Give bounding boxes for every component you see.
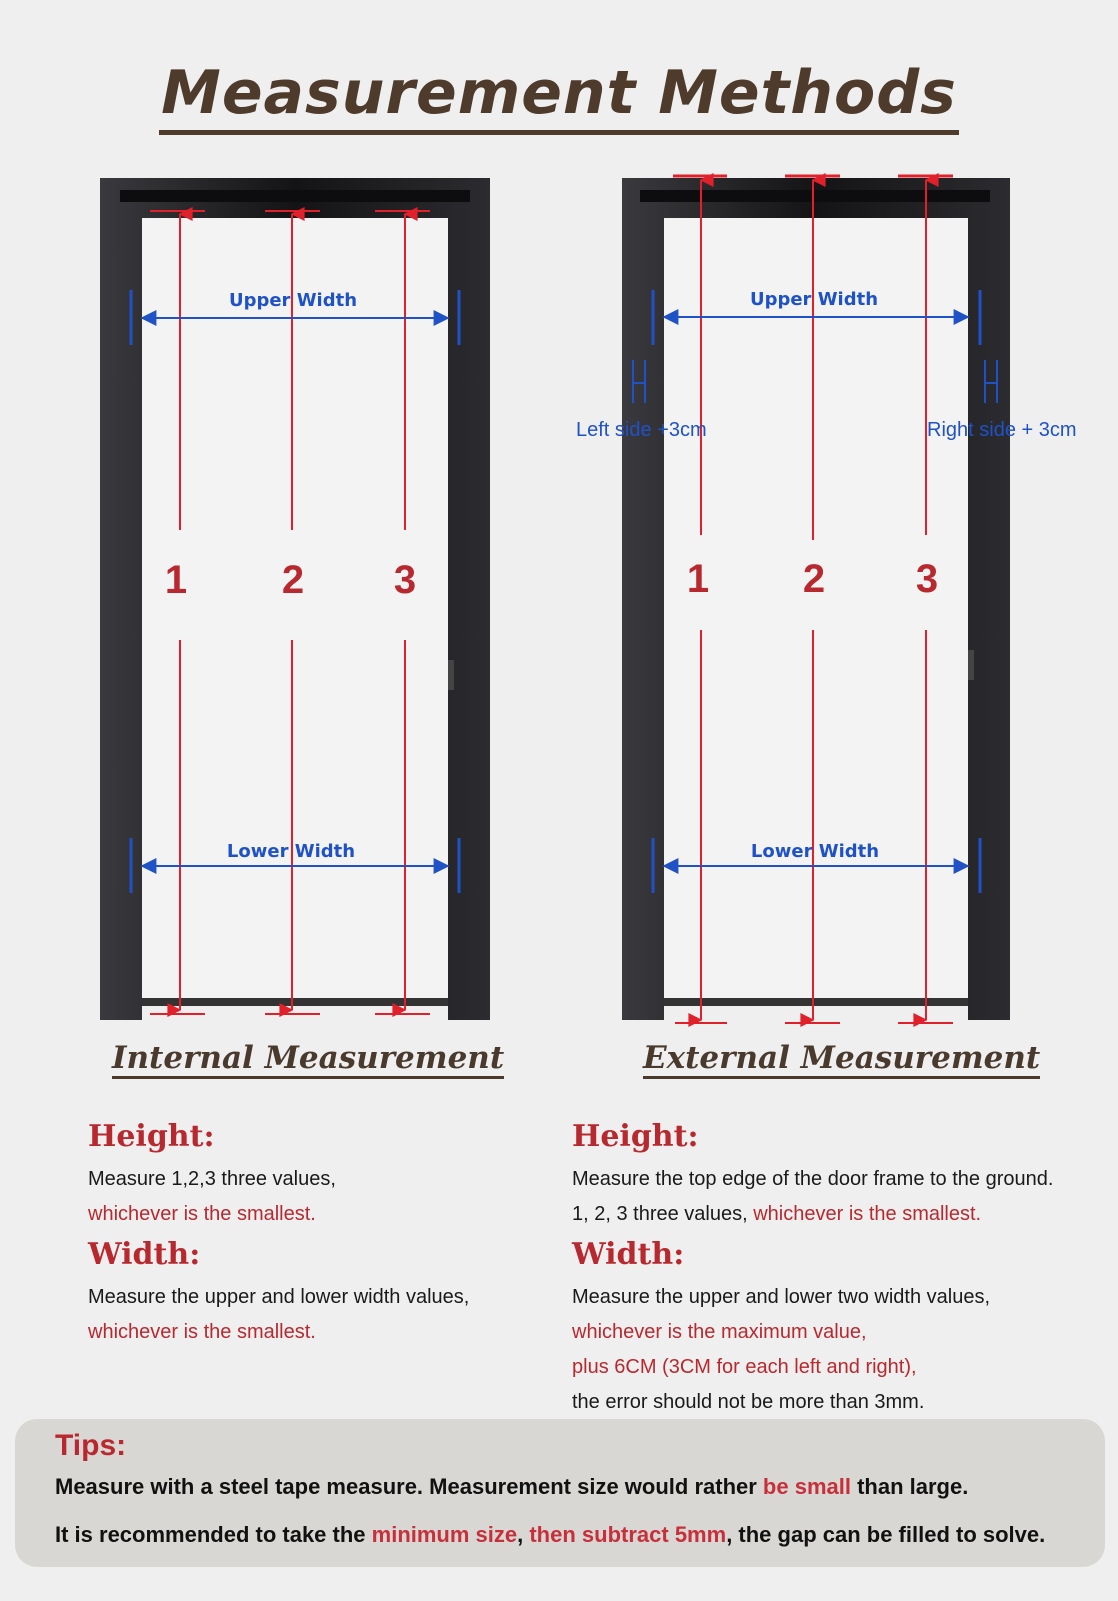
tips-panel [15, 1419, 1105, 1567]
tips-line-1-a: Measure with a steel tape measure. Measurement size would rather [55, 1474, 763, 1499]
tips-line-2-b: , [517, 1522, 530, 1547]
internal-lower-width-label: Lower Width [226, 841, 356, 862]
internal-width-line-1: Measure the upper and lower width values, [88, 1286, 470, 1308]
external-height-block [572, 1120, 1053, 1232]
external-height-line-2 [572, 1197, 1053, 1232]
external-width-line-4: the error should not be more than 3mm. [572, 1391, 925, 1413]
internal-width-heading: Width: [88, 1237, 201, 1272]
external-upper-width-label: Upper Width [749, 289, 879, 310]
left-side-label: Left side +3cm [576, 419, 707, 441]
internal-caption: Internal Measurement [112, 1040, 504, 1076]
external-height-heading: Height: [572, 1119, 699, 1154]
external-height-line-2-prefix: 1, 2, 3 three values, [572, 1203, 754, 1225]
external-lower-width-label: Lower Width [750, 841, 880, 862]
page-title: Measurement Methods [0, 58, 1118, 128]
tips-line-1-b: than large. [850, 1474, 969, 1499]
internal-number-1: 1 [164, 558, 188, 602]
internal-height-heading: Height: [88, 1119, 215, 1154]
right-side-label: Right side + 3cm [927, 419, 1077, 441]
tips-line-2-red-1: minimum size [371, 1522, 518, 1547]
external-width-heading: Width: [572, 1237, 685, 1272]
external-width-block [572, 1238, 990, 1420]
internal-upper-width-label: Upper Width [228, 290, 358, 311]
tips-line-2-c: , the gap can be filled to solve. [726, 1522, 1046, 1547]
external-height-line-2-red: whichever is the smallest. [753, 1203, 982, 1225]
external-width-line-2: whichever is the maximum value, [572, 1321, 867, 1343]
internal-width-line-2: whichever is the smallest. [88, 1321, 316, 1343]
internal-width-block [88, 1238, 469, 1350]
tips-title: Tips: [55, 1429, 127, 1462]
external-number-2: 2 [802, 557, 826, 601]
internal-height-line-1: Measure 1,2,3 three values, [88, 1168, 336, 1190]
internal-height-line-2: whichever is the smallest. [88, 1203, 316, 1225]
external-caption: External Measurement [643, 1040, 1040, 1076]
internal-height-block [88, 1120, 336, 1232]
internal-number-2: 2 [281, 558, 305, 602]
tips-line-2-a: It is recommended to take the [55, 1522, 372, 1547]
internal-number-3: 3 [393, 558, 417, 602]
external-width-line-3: plus 6CM (3CM for each left and right), [572, 1356, 917, 1378]
external-width-line-1: Measure the upper and lower two width values, [572, 1286, 991, 1308]
tips-line-2-red-2: then subtract 5mm [529, 1522, 727, 1547]
external-height-line-1: Measure the top edge of the door frame to the ground. [572, 1168, 1054, 1190]
external-number-3: 3 [915, 557, 939, 601]
tips-line-2 [55, 1522, 1045, 1548]
tips-line-1 [55, 1474, 968, 1500]
external-number-1: 1 [686, 557, 710, 601]
tips-line-1-red: be small [762, 1474, 851, 1499]
